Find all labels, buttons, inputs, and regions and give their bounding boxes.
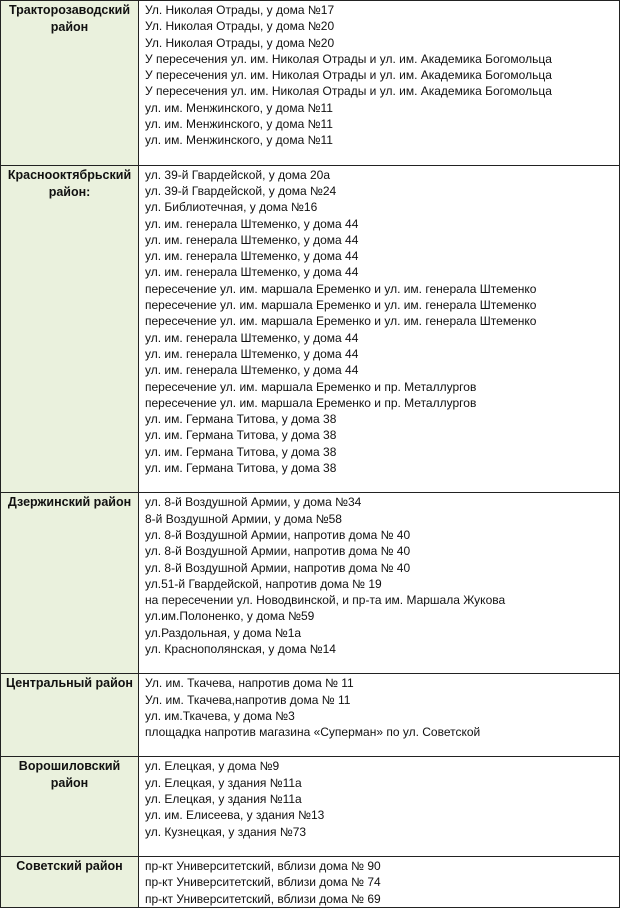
- address-item: ул. 8-й Воздушной Армии, напротив дома № 40: [145, 527, 411, 542]
- address-item: ул. им. генерала Штеменко, у дома 44: [145, 249, 359, 264]
- address-item: пересечение ул. им. маршала Еременко и ул. им. генерала Штеменко: [145, 314, 537, 329]
- address-item: пр-кт Университетский, вблизи дома № 74: [145, 875, 381, 890]
- district-row: [1, 1, 620, 166]
- address-item: ул. им.Ткачева, у дома №3: [145, 708, 295, 723]
- address-item: ул. им. Менжинского, у дома №11: [145, 117, 333, 132]
- district-row: [1, 757, 620, 856]
- address-item: ул. им. генерала Штеменко, у дома 44: [145, 216, 359, 231]
- address-item: У пересечения ул. им. Николая Отрады и ул. им. Академика Богомольца: [145, 51, 552, 66]
- address-item: ул. им. генерала Штеменко, у дома 44: [145, 232, 359, 247]
- address-item: ул. Кузнецкая, у здания №73: [145, 824, 307, 839]
- address-item: У пересечения ул. им. Николая Отрады и ул. им. Академика Богомольца: [145, 84, 552, 99]
- district-name: Тракторозаводский район: [1, 1, 139, 166]
- address-list: [139, 757, 620, 856]
- district-row: [1, 493, 620, 674]
- district-row: [1, 674, 620, 757]
- address-item: ул. 8-й Воздушной Армии, напротив дома № 40: [145, 544, 411, 559]
- address-item: ул. им. Менжинского, у дома №11: [145, 100, 333, 115]
- address-item: ул. им. генерала Штеменко, у дома 44: [145, 346, 359, 361]
- address-list: [139, 674, 620, 757]
- address-item: ул. им. генерала Штеменко, у дома 44: [145, 330, 359, 345]
- address-item: Ул. Николая Отрады, у дома №17: [145, 3, 335, 17]
- address-item: пр-кт Университетский, вблизи дома № 69: [145, 891, 381, 906]
- address-item: на пересечении ул. Новодвинской, и пр-та им. Маршала Жукова: [145, 593, 506, 608]
- address-list: [139, 856, 620, 907]
- address-item: Ул. им. Ткачева, напротив дома № 11: [145, 676, 354, 691]
- address-item: ул. им. Елисеева, у здания №13: [145, 808, 325, 823]
- address-list: [139, 1, 620, 166]
- address-item: ул. им. Менжинского, у дома №11: [145, 133, 333, 148]
- address-item: площадка напротив магазина «Суперман» по ул. Советской: [145, 725, 481, 740]
- address-item: ул. им. Германа Титова, у дома 38: [145, 461, 337, 476]
- address-item: Ул. им. Ткачева,напротив дома № 11: [145, 692, 351, 707]
- address-item: ул. 39-й Гвардейской, у дома №24: [145, 183, 337, 198]
- districts-table-body: [1, 1, 620, 908]
- address-item: ул. им. Германа Титова, у дома 38: [145, 412, 337, 427]
- address-item: ул. им. генерала Штеменко, у дома 44: [145, 363, 359, 378]
- cell-spacer: [145, 840, 619, 856]
- address-list: [139, 493, 620, 674]
- address-item: пересечение ул. им. маршала Еременко и пр. Металлургов: [145, 379, 477, 394]
- cell-spacer: [145, 657, 619, 673]
- address-item: Ул. Николая Отрады, у дома №20: [145, 19, 335, 34]
- address-item: ул. Елецкая, у дома №9: [145, 759, 280, 774]
- address-item: ул.им.Полоненко, у дома №59: [145, 609, 315, 624]
- district-row: [1, 165, 620, 493]
- address-item: ул. Елецкая, у здания №11а: [145, 792, 302, 807]
- address-item: ул. Елецкая, у здания №11а: [145, 775, 302, 790]
- district-name: Краснооктябрьский район:: [1, 165, 139, 493]
- district-name: Центральный район: [1, 674, 139, 757]
- address-item: ул. им. Германа Титова, у дома 38: [145, 428, 337, 443]
- address-item: У пересечения ул. им. Николая Отрады и ул. им. Академика Богомольца: [145, 68, 552, 83]
- address-item: ул. 39-й Гвардейской, у дома 20а: [145, 167, 331, 182]
- cell-spacer: [145, 476, 619, 492]
- address-item: Ул. Николая Отрады, у дома №20: [145, 35, 335, 50]
- address-item: ул. Библиотечная, у дома №16: [145, 200, 318, 215]
- cell-spacer: [145, 740, 619, 756]
- address-item: ул. им. генерала Штеменко, у дома 44: [145, 265, 359, 280]
- address-item: пересечение ул. им. маршала Еременко и пр. Металлургов: [145, 395, 477, 410]
- address-item: ул. им. Германа Титова, у дома 38: [145, 444, 337, 459]
- address-item: 8-й Воздушной Армии, у дома №58: [145, 511, 342, 526]
- district-name: Советский район: [1, 856, 139, 907]
- address-list: [139, 165, 620, 493]
- district-name: Дзержинский район: [1, 493, 139, 674]
- address-item: ул.Раздольная, у дома №1а: [145, 625, 302, 640]
- cell-spacer: [145, 149, 619, 165]
- address-item: ул.51-й Гвардейской, напротив дома № 19: [145, 576, 382, 591]
- district-name: Ворошиловский район: [1, 757, 139, 856]
- district-row: [1, 856, 620, 907]
- address-item: ул. 8-й Воздушной Армии, напротив дома № 40: [145, 560, 411, 575]
- address-item: пр-кт Университетский, вблизи дома № 90: [145, 858, 381, 873]
- address-item: ул. 8-й Воздушной Армии, у дома №34: [145, 495, 362, 510]
- address-item: пересечение ул. им. маршала Еременко и ул. им. генерала Штеменко: [145, 298, 537, 313]
- address-item: ул. Краснополянская, у дома №14: [145, 641, 336, 656]
- address-item: пересечение ул. им. маршала Еременко и ул. им. генерала Штеменко: [145, 281, 537, 296]
